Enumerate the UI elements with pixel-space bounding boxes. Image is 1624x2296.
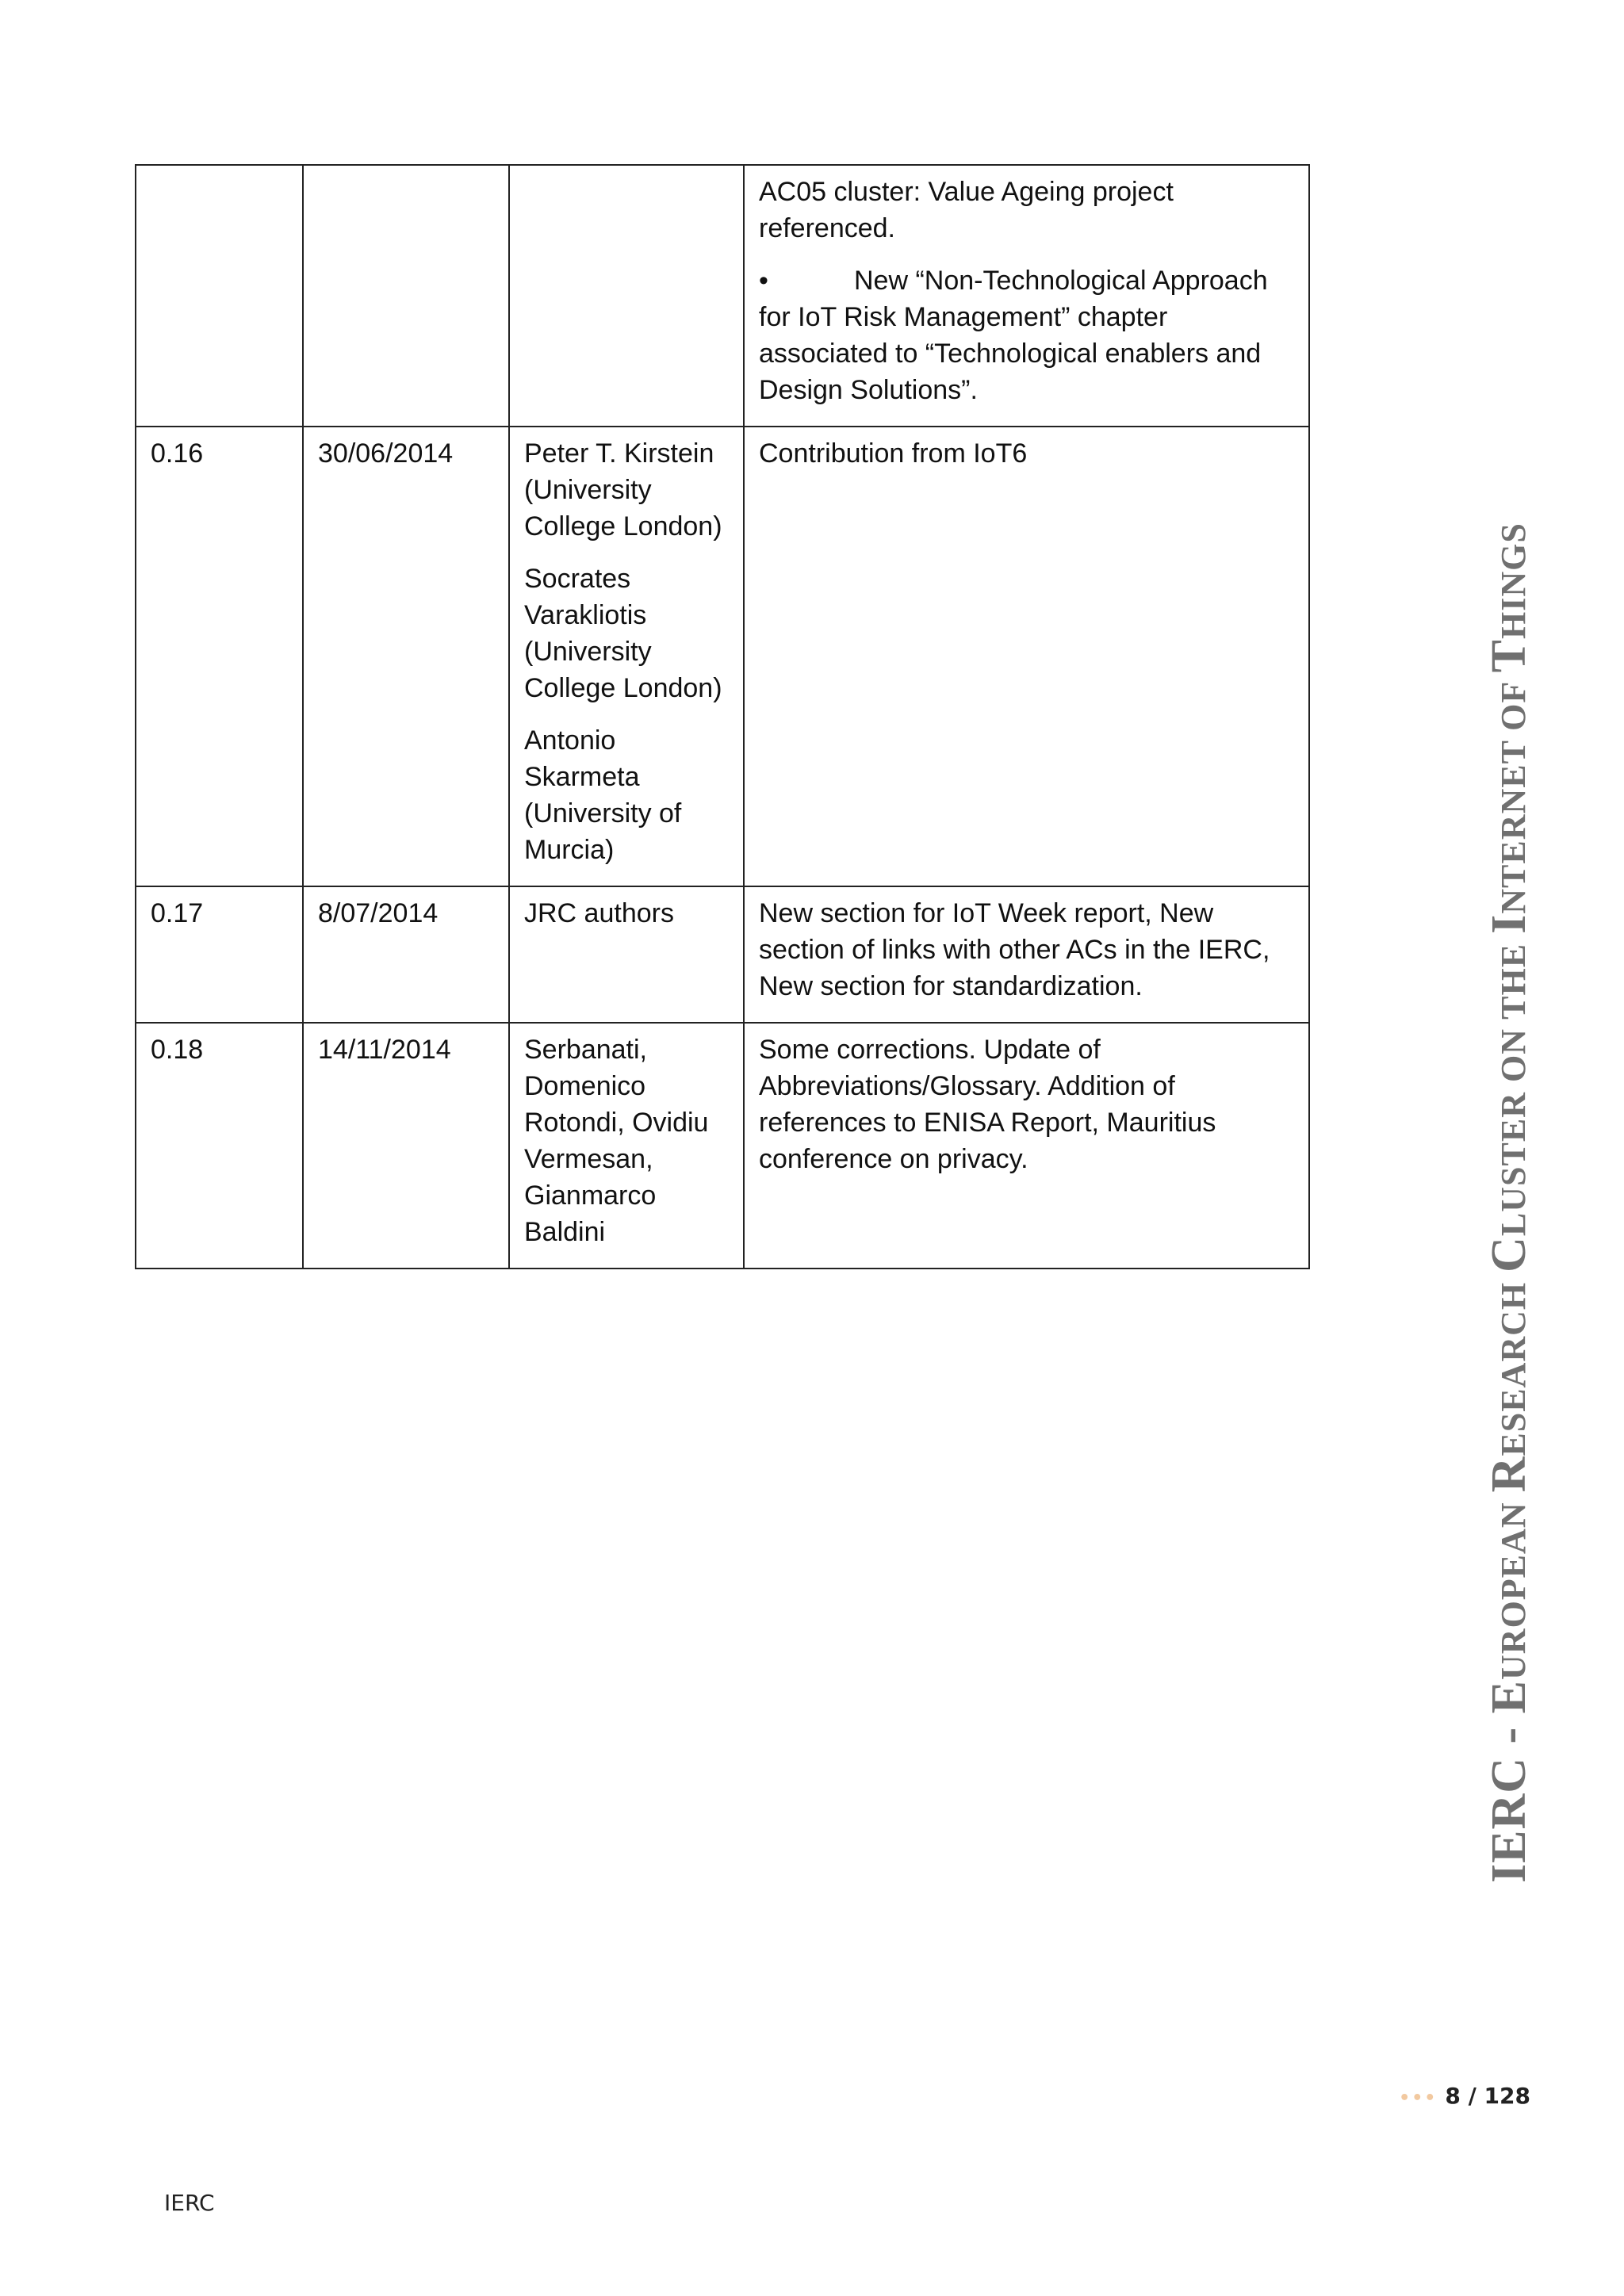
table-row (136, 427, 1309, 886)
author-entry: Peter T. Kirstein (University College London) (524, 438, 722, 541)
author-entry: Antonio Skarmeta (University of Murcia) (524, 725, 682, 865)
side-title-part: R (1482, 1456, 1536, 1493)
version-cell: 0.16 (136, 427, 303, 886)
side-title-part: LUSTER ON THE (1494, 933, 1533, 1237)
description-cell (744, 165, 1309, 427)
revision-history-table (135, 164, 1310, 1269)
side-title-part: UROPEAN (1494, 1492, 1533, 1680)
authors-cell (509, 886, 744, 1023)
page-number-text: 8 / 128 (1445, 2083, 1530, 2109)
authors-cell (509, 1023, 744, 1269)
page-number (1399, 2083, 1530, 2109)
description-paragraph: AC05 cluster: Value Ageing project referenced. (759, 177, 1174, 243)
side-title-part: NTERNET OF (1494, 672, 1533, 914)
version-cell: 0.17 (136, 886, 303, 1023)
description-cell (744, 1023, 1309, 1269)
bullet-icon: • (759, 266, 768, 296)
side-title-part: I (1482, 913, 1536, 934)
version-cell (136, 165, 303, 427)
description-cell (744, 427, 1309, 886)
author-entry: Socrates Varakliotis (University College London) (524, 564, 722, 703)
authors-cell (509, 165, 744, 427)
date-cell: 14/11/2014 (303, 1023, 509, 1269)
description-paragraph (759, 262, 1294, 408)
date-cell (303, 165, 509, 427)
page-number-dots-icon: ••• (1399, 2088, 1438, 2108)
version-cell: 0.18 (136, 1023, 303, 1269)
table-row (136, 1023, 1309, 1269)
date-cell: 30/06/2014 (303, 427, 509, 886)
side-title-part: C (1482, 1236, 1536, 1272)
side-title-part: T (1482, 639, 1536, 673)
side-title-part: ESEARCH (1494, 1272, 1533, 1456)
description-cell (744, 886, 1309, 1023)
side-running-title (1481, 522, 1538, 1883)
description-paragraph: Contribution from IoT6 (759, 438, 1028, 469)
description-paragraph: New section for IoT Week report, New section of links with other ACs in the IERC, New section for standardization. (759, 898, 1270, 1001)
footer-label: IERC (164, 2190, 215, 2216)
side-title-part: HINGS (1494, 522, 1533, 640)
bullet-text: New “Non-Technological Approach for IoT Risk Management” chapter associated to “Technological enablers and Design Solutions”. (759, 266, 1268, 405)
side-title-part: IERC - E (1482, 1679, 1536, 1883)
table-row (136, 165, 1309, 427)
description-paragraph: Some corrections. Update of Abbreviations/Glossary. Addition of references to ENISA Report, Mauritius conference on privacy. (759, 1035, 1216, 1174)
authors-cell (509, 427, 744, 886)
table-row (136, 886, 1309, 1023)
date-cell: 8/07/2014 (303, 886, 509, 1023)
author-entry: Serbanati, Domenico Rotondi, Ovidiu Vermesan, Gianmarco Baldini (524, 1035, 709, 1247)
author-entry: JRC authors (524, 898, 674, 928)
